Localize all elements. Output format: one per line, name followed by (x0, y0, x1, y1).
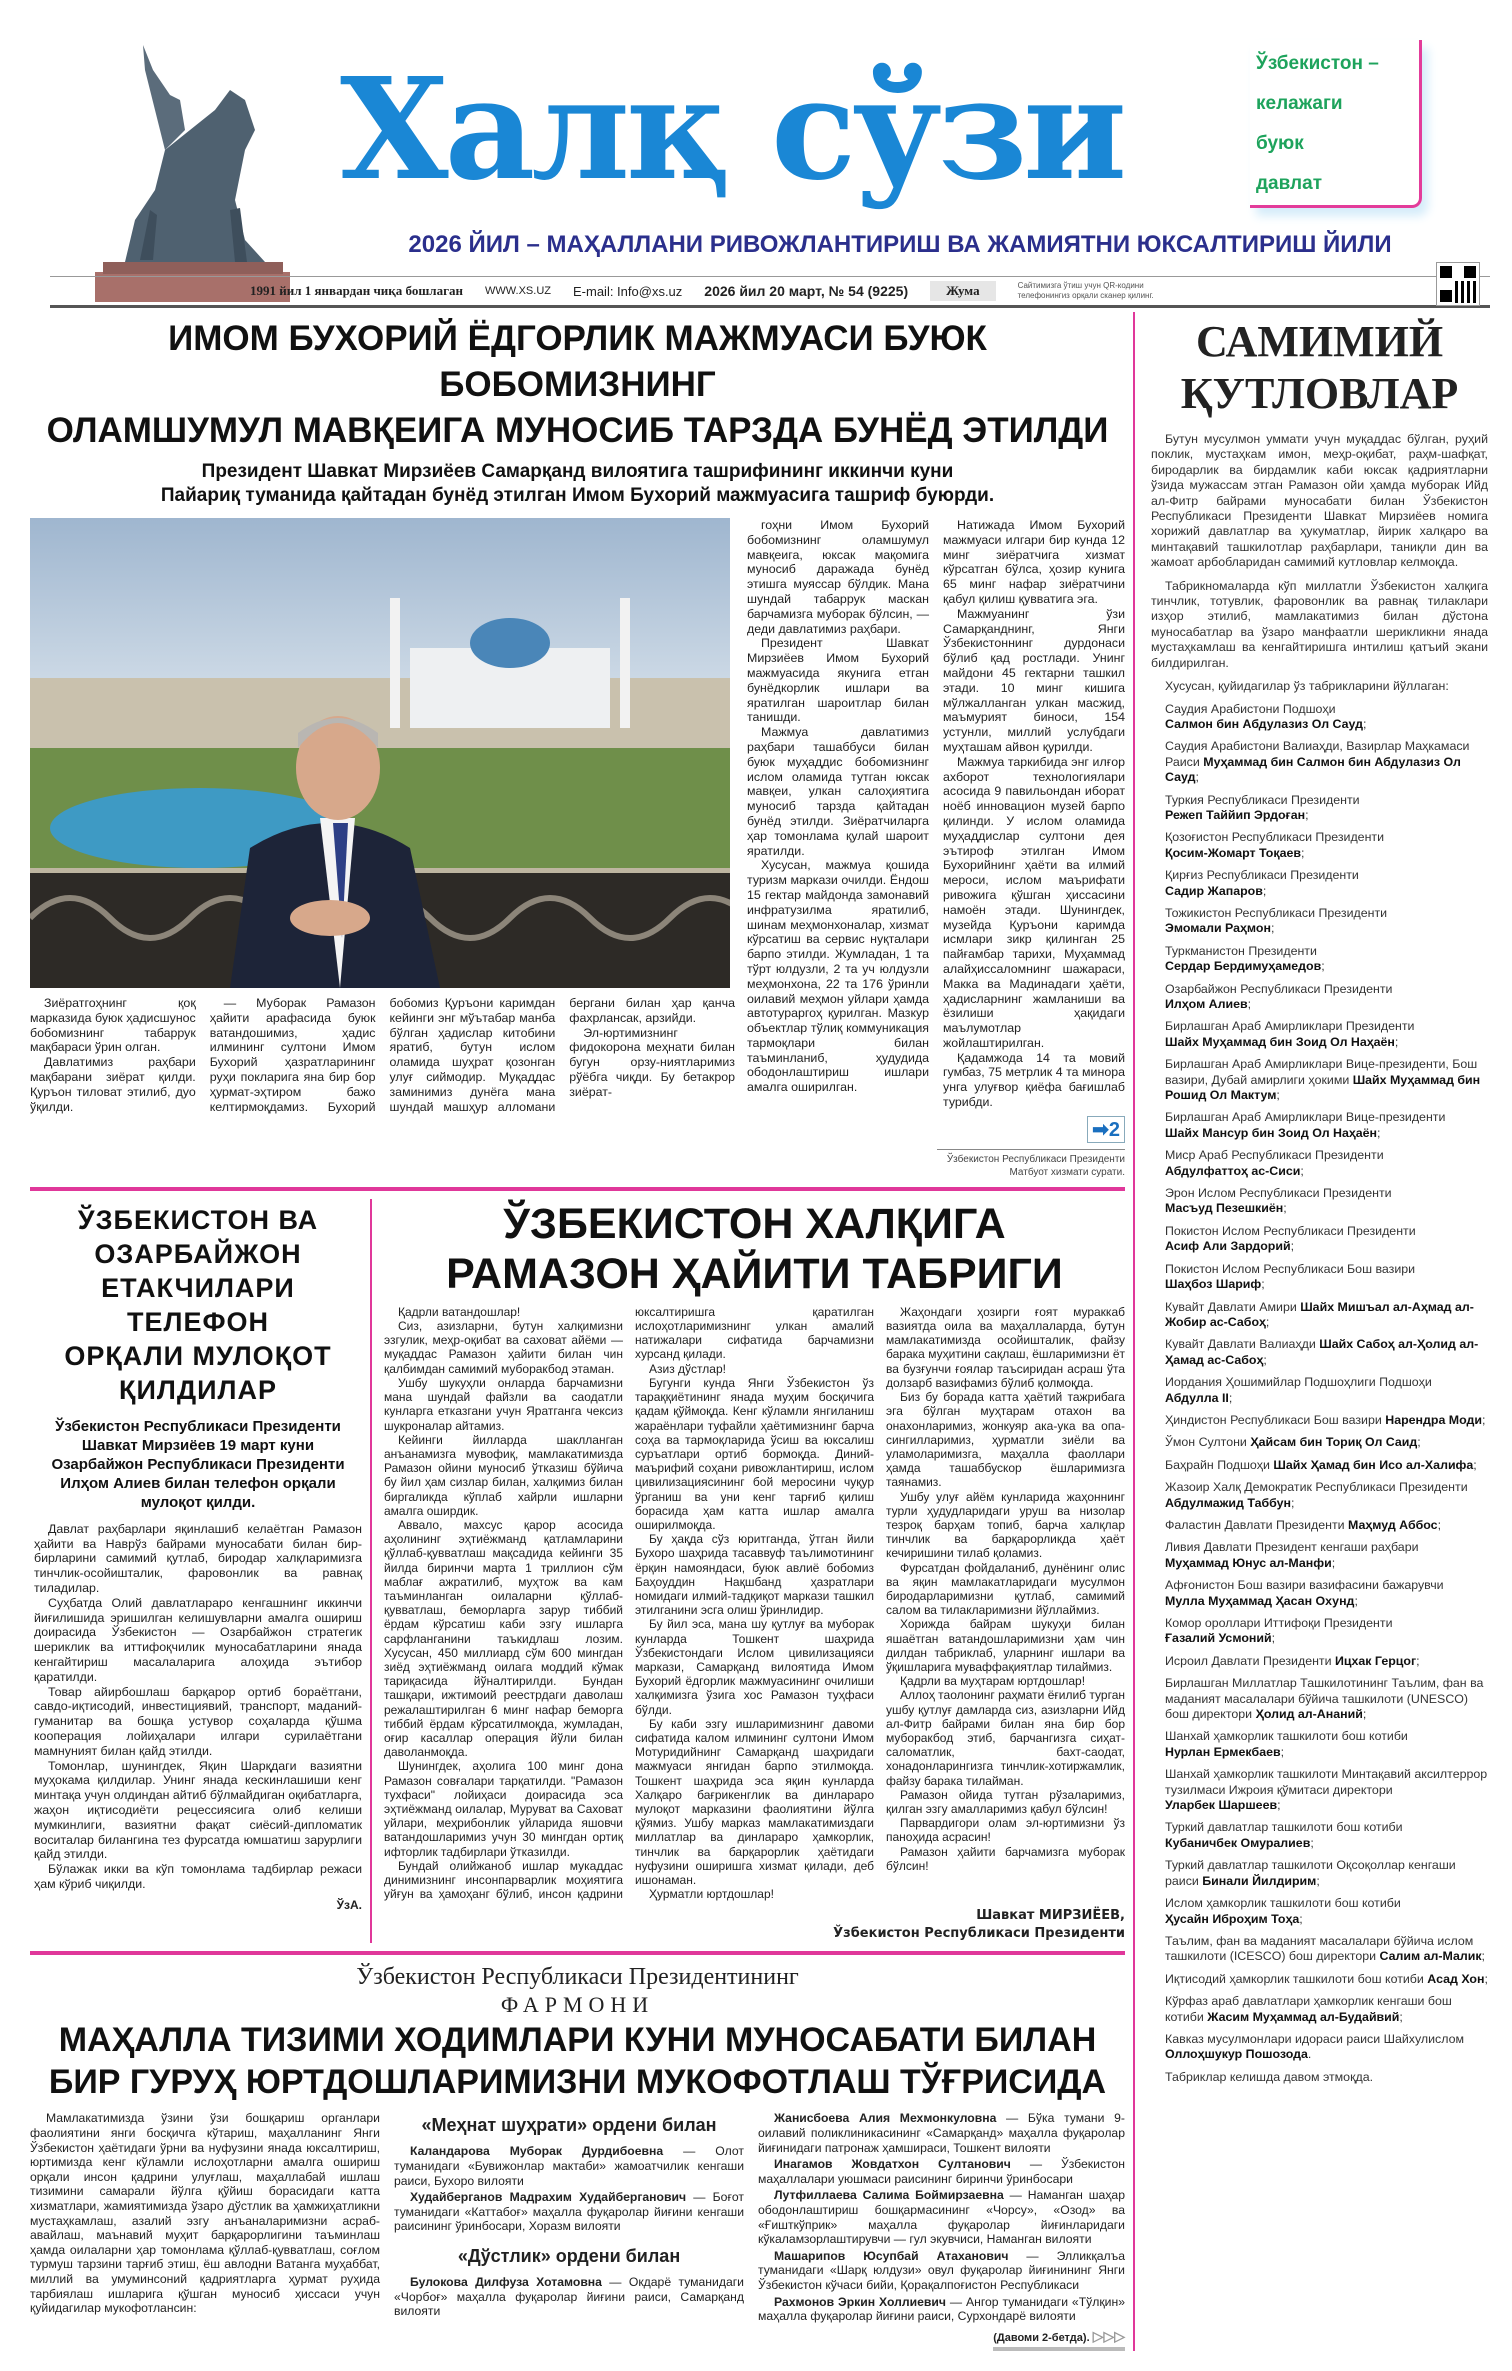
decree-intro: Мамлакатимизда ўзини ўзи бошқариш органлари фаолиятини янги босқичга кўтариш, маҳалланинг Янги Ўзбекистон ҳаётидаги ўрни ва нуфузини янада юксалтириш, юртимизда кенг кўламли ислоҳотларни амалга ошириш орқали инсон қадрини улуғлаш, маҳаллабай ишлаш тизимини самарали йўлга қўйиш борасидаги катта хизматлари, жамиятимизда ўзаро дўстлик ва ҳамжиҳатликни мустаҳкамлаш, азалий эзгу анъаналаримизни асраб-авайлаш, маънавий муҳит барқарорлигини таъминлаш ҳамда оилаларни ҳар томонлама қўллаб-қувватлаш, соғлом турмуш тарзини тарғиб этиш, ёш авлодни Ватанга муҳаббат, миллий ва умуминсоний қадриятларга ҳурмат руҳида тарбиялаш ишларига қўшган муносиб ҳиссаси учун қуйидагилар мукофотлансин: (30, 2111, 380, 2316)
sender-punct: ; (1416, 1653, 1420, 1668)
sender-name: Оллоҳшукур Пошозода (1165, 2047, 1308, 2062)
continued-row (758, 2328, 1125, 2351)
paragraph: Кейинги йилларда шаклланган анъанамизга мувофиқ, мамлакатимизда Рамазон ойини муносиб ўтказиш бўйича бу йил ҳам сизлар билан, халқимиз билан биргаликда кўплаб хайрли ишларни амалга оширдик. (384, 1432, 623, 1518)
sender-name: Шайх Мишъал ал-Аҳмад ал-Жобир ас-Сабоҳ (1165, 1299, 1474, 1329)
sender-title: Саудия Арабистони Валиаҳди, Вазирлар Маҳкамаси Раиси (1165, 739, 1470, 769)
issue-date: 2026 йил 20 март, № 54 (9225) (704, 283, 909, 299)
paragraph: Қадрли ва муҳтарам юртдошлар! (900, 1674, 1086, 1689)
continued-page-number: 2 (1108, 1118, 1120, 1141)
sender-punct: ; (1437, 1517, 1442, 1532)
sender-title: Озарбайжон Республикаси Президенти (1165, 981, 1393, 996)
sender-punct: ; (1277, 1798, 1281, 1813)
lead-side-text (747, 518, 1125, 1110)
paragraph: Мажмуа давлатимиз раҳбари ташаббуси билан буюк муҳаддис бобомизнинг ислом оламида тутган юксак мавқеи, улкан салоҳиятига муносиб тарзда қайтадан бунёд этилди. Зиёратчиларга ҳар томонлама қулай шароит яратилди. (747, 725, 929, 858)
sender-title: Кўрфаз араб давлатлари ҳамкорлик кенгаши бош котиби (1165, 1994, 1452, 2024)
paragraph: гоҳни Имом Бухорий бобомизнинг оламшумул мавқеига, юксак мақомига муносиб даражада бунёд этишга муяссар бўлдик. Мана шундай табаррук маскан барчамизга муборак бўлсин, — деди давлатимиз раҳбари. (747, 518, 929, 636)
ramadan-body (384, 1305, 1125, 1902)
sender-title: Саудия Арабистони Подшоҳи (1165, 701, 1336, 716)
sender-name: Асиф Али Зардорий (1165, 1239, 1291, 1254)
sender-title: Туркий давлатлар ташкилоти бош котиби (1165, 1820, 1403, 1835)
sender-name: Ғазалий Усмоний (1165, 1631, 1272, 1646)
sender-punct: ; (1399, 2009, 1403, 2024)
sender-title: Афғонистон Бош вазири вазифасини бажарувчи (1165, 1578, 1444, 1593)
sender-punct: ; (1316, 1873, 1320, 1888)
decree-kicker: Ўзбекистон Республикаси Президентининг (356, 1964, 799, 1991)
sender-name: Уларбек Шаршеев (1165, 1798, 1278, 1813)
weekday-badge: Жума (930, 281, 995, 301)
decree-orders-col1 (394, 2111, 744, 2320)
sender-punct: ; (1482, 1412, 1486, 1427)
sender-punct: ; (1247, 997, 1252, 1011)
sender-punct: ; (1362, 1707, 1367, 1722)
sender-name: Маҳмуд Аббос (1348, 1517, 1438, 1532)
sender-name: Ицхак Герцог (1334, 1653, 1417, 1668)
awardee-name: Каландарова Муборак Дурдибоевна (410, 2144, 664, 2159)
sender-punct: ; (1321, 959, 1325, 974)
awardee (758, 2111, 1125, 2155)
awardee-desc: — Боғот туманидаги «Каттабоғ» маҳалла фуқаролар йиғини кенгаши раисининг ўринбосари, Хоразм вилояти (394, 2190, 744, 2234)
awardee-desc: — Окдарё туманидаги «Чорбоғ» маҳалла фуқаролар йиғини раиси, Самарқанд вилояти (394, 2274, 744, 2319)
sender-punct: ; (1305, 807, 1309, 822)
sender-entry (1165, 1337, 1488, 1368)
paragraph: Хорижда байрам шукуҳи билан яшаётган ватандошларимизни ҳам чин дилдан табриклаб, уларнинг ишлари ва ўқишларига муваффақиятлар тилаймиз. (886, 1617, 1125, 1674)
awardee-name: Жанисбоева Алия Мехмонкуловна (774, 2111, 997, 2126)
sender-punct: ; (1291, 1495, 1295, 1510)
sender-entry (1165, 1934, 1488, 1965)
sender-entry (1165, 1518, 1488, 1533)
sender-punct: ; (1265, 1314, 1270, 1329)
sender-entry (1165, 1820, 1488, 1851)
sender-punct: ; (1354, 1593, 1358, 1608)
lead-bottom-text (30, 996, 735, 1114)
sender-title: Комор ороллари Иттифоқи Президенти (1165, 1616, 1393, 1630)
sender-punct: ; (1283, 1201, 1287, 1216)
sender-title: Жазоир Халқ Демократик Республикаси Президенти (1165, 1480, 1468, 1495)
decree-headline (30, 2019, 1125, 2103)
awardee-name: Худайберганов Мадрахим Худайберганович (410, 2190, 687, 2205)
arrow-right-icon: ➡ (1092, 1118, 1109, 1141)
sender-name: Шайх Мансур бин Зоид Ол Наҳаён (1165, 1125, 1378, 1140)
decree-type: ФАРМОНИ (500, 1992, 655, 2018)
sender-title: Эрон Ислом Республикаси Президенти (1165, 1186, 1392, 1201)
headline-line: ЎЗБЕКИСТОН ХАЛҚИГА (503, 1199, 1006, 1248)
headline-line: ЎЗБЕКИСТОН ВА (77, 1204, 319, 1235)
sender-title: Ҳиндистон Республикаси Бош вазири (1165, 1412, 1382, 1427)
email-link[interactable]: E-mail: Info@xs.uz (573, 283, 683, 299)
sender-name: Шайх Сабоҳ ал-Ҳолид ал-Ҳамад ас-Сабоҳ (1165, 1337, 1479, 1367)
sender-entry (1165, 830, 1488, 861)
sender-title: Шанхай ҳамкорлик ташкилоти Минтақавий аксилтеррор тузилмаси Ижроия қўмитаси директори (1165, 1767, 1488, 1797)
sender-entry (1165, 1616, 1488, 1647)
middle-row (30, 1199, 1125, 1944)
headline-line: МАҲАЛЛА ТИЗИМИ ХОДИМЛАРИ КУНИ МУНОСАБАТИ БИЛАН (58, 2021, 1097, 2060)
awardee (758, 2157, 1125, 2186)
founded-text: 1991 йил 1 январдан чиқа бошлаган (250, 283, 463, 298)
sender-name: Кубаничбек Омуралиев (1165, 1835, 1311, 1850)
awardee-name: Лутфиллаева Салима Боймирзаевна (774, 2188, 1004, 2203)
sender-title: Кувайт Давлати Валиаҳди (1165, 1337, 1316, 1352)
awardee-name: Инагамов Жовдатхон Султанович (774, 2157, 1011, 2172)
sender-entry (1165, 906, 1488, 937)
qr-note: Сайтимизга ўтиш учун QR-кодини телефонингиз орқали сканер қилинг. (1017, 281, 1154, 300)
sender-title: Покистон Ислом Республикаси Бош вазири (1165, 1261, 1416, 1276)
sender-title: Қозоғистон Республикаси Президенти (1165, 830, 1385, 845)
lead-subhead-line: Президент Шавкат Мирзиёев Самарқанд вилоятига ташрифининг иккинчи куни (201, 461, 954, 482)
paragraph: Аввало, махсус қарор асосида аҳолининг эҳтиёжманд қатламларини қўллаб-қувватлаш мақсадида кейинги 35 йилда биринчи марта 1 триллион сўм маблағ ажратилиб, муҳтож ва кам таъминланган оилаларни қўллаб-қувватлаш, беморларга зарур тиббий ёрдам кўрсатиш каби эзгу ишларга сарфланганини таъкидлаш лозим. Хусусан, 450 миллиард сўм 600 мингдан зиёд эҳтиёжманд оилага моддий кўмак тариқасида йўналтирилди. Бундан ташқари, ижтимоий реестрдаги даволаш режалаштирилган 6 минг нафар беморга тиббий ёрдам кўрсатилмоқда, жумладан, оғир касаллар операция йўли билан даволанмоқда. (384, 1517, 623, 1760)
signature-name: Шавкат МИРЗИЁЕВ, (976, 1908, 1125, 1924)
sender-title: Ўмон Султони (1165, 1435, 1247, 1450)
sender-punct: ; (1261, 1277, 1265, 1292)
sender-name: Садир Жапаров (1165, 883, 1263, 898)
azerbaijan-body (34, 1522, 362, 1892)
greetings-headline (1151, 316, 1488, 420)
lead-body (30, 518, 1125, 1179)
sender-entry (1165, 1654, 1488, 1669)
sender-punct: ; (1394, 1034, 1399, 1049)
sender-punct: . (1307, 2047, 1312, 2062)
section-divider (30, 1187, 1125, 1191)
sender-entry (1165, 1896, 1488, 1927)
decree-body (30, 2111, 1125, 2350)
order-title: «Дўстлик» ордени билан (457, 2245, 681, 2266)
lead-left (30, 518, 735, 1114)
sender-entry (1165, 1375, 1488, 1406)
sender-entry (1165, 1300, 1488, 1331)
intro-paragraph: Табрикномаларда кўп миллатли Ўзбекистон халқига тинчлик, тотувлик, фаровонлик ва равнақ тилаклари изҳор этилиб, мамлакатимиз билан дўстона муносабатлар ва ўзаро манфаатли шерикликни янада мустаҳкамлаш ва кенгайтиришга интилиш қатъий экани билдирилган. (1151, 578, 1488, 670)
sender-title: Бирлашган Араб Амирликлари Вице-президенти, Бош вазири, Дубай амирлиги ҳокими (1165, 1057, 1478, 1087)
sender-entry (1165, 1480, 1488, 1511)
statue-illustration (95, 40, 295, 302)
awardee-name: Рахмонов Эркин Холлиевич (774, 2294, 946, 2309)
paragraph: Суҳбатда Олий давлатлараро кенгашнинг иккинчи йиғилишида эришилган келишувларни амалга ошириш доирасида Ўзбекистон — Озарбайжон стратегик шериклик ва иттифоқчилик муносабатларини янада кенгайтириш масалаларига алоҳида эътибор қаратилди. (34, 1595, 362, 1684)
year-banner: 2026 ЙИЛ – МАҲАЛЛАНИ РИВОЖЛАНТИРИШ ВА ЖАМИЯТНИ ЮКСАЛТИРИШ ЙИЛИ (408, 231, 1392, 258)
sender-punct: ; (1300, 845, 1305, 860)
signature-title: Ўзбекистон Республикаси Президенти (833, 1926, 1125, 1942)
sender-punct: ; (1300, 1163, 1304, 1178)
sender-name: Абдулмажид Таббун (1165, 1495, 1292, 1510)
sender-name: Абдулла II (1165, 1390, 1229, 1405)
decree-orders-col2 (758, 2111, 1125, 2350)
sender-entry (1165, 1994, 1488, 2025)
sender-title: Миср Араб Республикаси Президенти (1165, 1148, 1384, 1163)
paragraph: Хусусан, мажмуа қошида туризм маркази очилди. Ёндош 15 гектар майдонда замонавий инфратузилма яратилиб, шинам меҳмонхоналар, хизмат кўрсатиш ва сервис нуқталари барпо этилди. Жумладан, 1 та тўрт юлдузли, 2 та уч юлдузли меҳмонхона, 22 та 176 ўринли оилавий меҳмон уйлари ҳамда автотураргоҳ қурилган. Мазкур объектлар тўлиқ коммуникация тармоқлари билан таъминланиб, ҳудудида ободонлаштириш ишлари амалга оширилган. (747, 858, 929, 1095)
sender-punct: ; (1362, 716, 1367, 731)
masthead (0, 0, 1512, 312)
sender-name: Қосим-Жомарт Тоқаев (1165, 845, 1301, 860)
sender-entry (1165, 1224, 1488, 1255)
paragraph: Қадамжода 14 та мовий гумбаз, 75 метрлик 4 та минора унга улуғвор қиёфа бағишлаб турибди. (943, 1050, 1125, 1110)
headline-line: ОРҚАЛИ МУЛОҚОТ (64, 1340, 332, 1371)
sender-name: Шайх Ҳамад бин Исо ал-Халифа (1273, 1457, 1474, 1472)
paragraph: Шунингдек, аҳолига 100 минг дона Рамазон совғалари тарқатилди. "Рамазон тухфаси" лойиҳаси доирасида эса эҳтиёжманд оилалар, Муруват ва Саховат уйлари, меҳрибонлик уйларида яшовчи ватандошларимиз учун 30 мингдан ортиқ ифторлик тадбирлари ўтказилди. (384, 1759, 623, 1859)
slogan-line: буюк (1256, 133, 1304, 154)
continued-page-link[interactable] (1087, 1116, 1125, 1143)
paragraph: Рамазон ҳайити барчамизга муборак бўлсин! (886, 1844, 1125, 1873)
azerbaijan-subhead: Ўзбекистон Республикаси Президенти Шавкат Мирзиёев 19 март куни Озарбайжон Республикаси Президенти Илҳом Алиев билан телефон орқали мулоқот қилди. (51, 1417, 345, 1511)
paragraph: Бугунги кунда Янги Ўзбекистон ўз тараққиётининг янада муҳим босқичига қадам қўймоқда. Кенг кўламли янгиланиш жараёнлари туфайли ҳаётимизнинг барча соҳа ва тармоқларида ўсиш ва юксалиш суръатлари ортиб бормоқда. Диний-маърифий соҳани ривожлантириш, ислом цивилизациясининг бой меросини чуқур ўрганиш ва уни кенг тарғиб қилиш борасида ҳам катта ишлар амалга оширилмоқда. (635, 1375, 874, 1532)
sender-title: Шанхай ҳамкорлик ташкилоти бош котиби (1165, 1729, 1408, 1744)
sender-entry (1165, 1767, 1488, 1813)
paragraph: Бу каби эзгу ишларимизнинг давоми сифатида калом илмининг султони Имом Мотуридийнинг Самарқанд шаҳридаги мажмуаси янгидан барпо этилмоқда. Тошкент шаҳрида эса яқин кунларда Халқаро бағрикенглик ва динлараро мулоқот марказини фаолиятини йўлга қўямиз. Ушбу марказ мамлакатимиздаги миллатлар ва динлараро ҳамкорлик, тинчлик ва барқарорлик ҳаётидаги нуфузини оширишга хизмат қилади, деб ишонаман. (635, 1716, 874, 1887)
sender-entry (1165, 1972, 1488, 1987)
paragraph: Бўлажак икки ва кўп томонлама тадбирлар режаси ҳам кўриб чиқилди. (34, 1862, 362, 1891)
ramadan-article (372, 1199, 1125, 1944)
sender-punct: ; (1280, 1744, 1285, 1759)
sender-entry (1165, 1110, 1488, 1141)
awardee-desc: — Ўзбекистон маҳаллалари уюшмаси раисининг биринчи ўринбосари (758, 2157, 1125, 2186)
sender-entry (1165, 2032, 1488, 2063)
sender-punct: ; (1228, 1390, 1233, 1405)
page-body (0, 312, 1512, 2371)
sender-entry (1165, 1186, 1488, 1217)
closing-text: Табриклар келишда давом этмоқда. (1165, 2069, 1374, 2084)
paragraph: Аллоҳ таолонинг раҳмати ёғилиб турган ушбу қутлуғ дамларда сиз, азизларни Ийд ал-Фитр байрами билан яна бир бор муборакбод этиб, барчангизга сиҳат-саломатлик, бахт-саодат, хонадонларингизга тинчлик-хотиржамлик, файзу барака тилайман. (886, 1688, 1125, 1788)
sender-punct: ; (1195, 770, 1199, 785)
greetings-sidebar (1133, 312, 1488, 2351)
sender-punct: ; (1263, 1352, 1267, 1367)
sender-name: Шайх Муҳаммад бин Зоид Ол Наҳаён (1165, 1034, 1395, 1049)
sender-name: Ҳолид ал-Ананий (1255, 1707, 1363, 1722)
sender-name: Нарендра Моди (1385, 1412, 1483, 1427)
order-title: «Меҳнат шуҳрати» ордени билан (421, 2115, 717, 2136)
lead-subhead (30, 460, 1125, 508)
sender-entry (1165, 868, 1488, 899)
paragraph: Товар айирбошлаш барқарор ортиб бораётгани, савдо-иқтисодий, инвестициявий, транспорт, маданий-гуманитар ва бошқа устувор соҳаларда қўшма кооперация лойиҳалари илгари сурилаётгани мамнуният билан қайд этилди. (34, 1684, 362, 1758)
sender-punct: ; (1276, 1088, 1280, 1103)
list-intro: Хусусан, қуйидагилар ўз табрикларини йўллаган: (1165, 679, 1449, 694)
awardee-desc: — Ангор туманидаги «Тўлқин» маҳалла фуқаролар йиғини раиси, Сурхондарё вилояти (758, 2294, 1125, 2324)
paragraph: Фурсатдан фойдаланиб, дунёнинг олис ва яқин мамлакатларидаги мусулмон биродарларимизни қутлаб, самимий салом ва тилакларимизни йўллаймиз. (886, 1560, 1125, 1618)
paragraph: Ҳурматли юртдошлар! (649, 1887, 774, 1902)
paragraph: Биз бу борада катта ҳаётий тажрибага эга бўлган муҳтарам отахон ва онахонларимиз, жонкуяр ака-ука ва опа-сингилларимиз, ҳурматли зиёли ва уламоларимизга, маҳалла фаоллари ҳамда ташаббускор ёшларимизга таянамиз. (886, 1390, 1125, 1490)
awardee (394, 2190, 744, 2234)
continued-text: (Давоми 2-бетда). (993, 2331, 1090, 2344)
website-link[interactable]: WWW.XS.UZ (485, 285, 551, 297)
sender-entry (1165, 1676, 1488, 1722)
sender-title: Қирғиз Республикаси Президенти (1165, 868, 1359, 883)
photo-credit: Ўзбекистон Республикаси Президенти Матбуот хизмати сурати. (937, 1149, 1125, 1179)
paragraph: Мажмуанинг ўзи Самарқанднинг, Янги Ўзбекистоннинг дурдонаси бўлиб қад ростлади. Унинг майдони 45 гектарни ташкил этади. 10 минг кишига мўлжалланган улкан масжид, маъмурият биноси, 154 устунли, миллий услубдаги муҳташам айвон қурилди. (943, 606, 1125, 754)
paragraph: Эл-юртимизнинг фидокорона меҳнати билан бугун орзу-ниятларимиз рўёбга чиқди. Бу бетакрор зиёрат- (569, 1025, 735, 1099)
sender-entry (1165, 1858, 1488, 1889)
sender-entry (1165, 1540, 1488, 1571)
sender-title: Туркий давлатлар ташкилоти Оқсоқоллар кенгаши раиси (1165, 1858, 1456, 1888)
slogan-box (1250, 40, 1422, 208)
sender-punct: ; (1484, 1971, 1488, 1986)
sender-entry (1165, 739, 1488, 785)
paragraph: Бу ҳақда сўз юритганда, ўтган йили Бухоро шаҳрида тасаввуф таълимотининг ёрқин намояндаси, буюк авлиё бобомиз Баҳоуддин Нақшбанд ҳазратлари номидаги илмий-тадқиқот маркази ташкил этилганини эсга олиш ўринлидир. (635, 1532, 874, 1618)
awardee-desc: — Наманган шаҳар ободонлаштириш бошқармасининг «Чорсу», «Озод» ва «Ғишткўприк» маҳалла фуқаролар йиғинларидаги кўкаламзорлаштирувчи — гул экувчиси, Наманган вилояти (758, 2188, 1125, 2247)
lead-photo (30, 518, 730, 988)
sender-title: Таълим, фан ва маданият масалалари бўйича ислом ташкилоти (ICESCO) бош директори (1165, 1933, 1474, 1964)
awardee-desc: — Бўка тумани 9-оилавий поликлиникасининг «Самарқанд» маҳалла фуқаролар йиғинидаги патронаж ҳамшираси, Тошкент вилояти (758, 2111, 1125, 2155)
sender-name: Шаҳбоз Шариф (1165, 1277, 1262, 1292)
sender-name: Сердар Бердимуҳамедов (1165, 959, 1322, 974)
sender-name: Бинали Йилдирим (1202, 1873, 1317, 1888)
paragraph: Президент Шавкат Мирзиёев Имом Бухорий мажмуасида якунига етган бунёдкорлик ишлари ва яратилган шароитлар билан танишди. (747, 636, 929, 725)
qr-code-icon[interactable] (1436, 262, 1480, 306)
paragraph: Бундай олийжаноб ишлар мукаддас динимизнинг инсонпарварлик моҳиятига уйғун ва ҳамоҳанг бўлиб, инсон қадрини юксалтиришга қаратилган ислоҳотларимизнинг улкан амалий натижалари сифатида барчамизни хурсанд қилади. (384, 1304, 874, 1902)
paragraph: Мажмуа таркибида энг илғор ахборот технологиялари асосида 9 павильондан иборат ноёб инновацион музей барпо қилинди. У ислом оламида муҳаддислар султони дея эътироф этилган Имом Бухорийнинг ҳаёти ва илмий мероси, ислом маърифати ривожига қўшган ҳиссасини намоён этади. Шунингдек, музейда Қуръони каримда исмлари зикр қилинган 25 пайғамбар тарихи, Муҳаммад алайҳиссаломнинг шажараси, Макка ва Мадинадаги ҳаёти, ҳадисларнинг жамланиши ва ёзилиши ҳақидаги маълумотлар жойлаштирилган. (943, 754, 1125, 1050)
sender-name: Муҳаммад Юнус ал-Манфи (1165, 1555, 1332, 1570)
paragraph: Томонлар, шунингдек, Яқин Шарқдаги вазиятни муҳокама қилдилар. Унинг янада кескинлашиши кенг минтақа учун олдиндан айтиб бўлмайдиган оқибатларга, жаҳон иқтисодиёти рецессиясига олиб келиши мумкинлиги, вазиятни фақат сиёсий-дипломатик воситалар билангина тез фурсатда юмшатиш зарурлиги қайд этилди. (34, 1758, 362, 1862)
sender-title: Бирлашган Араб Амирликлари Вице-президенти (1165, 1110, 1446, 1125)
sender-name: Салмон бин Абдулазиз Ол Сауд (1165, 716, 1363, 731)
sender-title: Кувайт Давлати Амири (1165, 1299, 1297, 1314)
awardee (394, 2144, 744, 2188)
sender-entry (1165, 1458, 1488, 1473)
sender-title: Ислом ҳамкорлик ташкилоти бош котиби (1165, 1896, 1401, 1911)
paragraph: Бу йил эса, мана шу қутлуғ ва муборак кунларда Тошкент шаҳрида Ўзбекистондаги Ислом цивилизацияси маркази, Самарқанд вилоятида Имом Бухорий ёдгорлик мажмуасининг очилиши халқимизга ўзига хос Рамазон туҳфаси бўлди. (635, 1617, 874, 1717)
sender-title: Ливия Давлати Президент кенгаши раҳбари (1165, 1540, 1419, 1555)
sender-title: Покистон Ислом Республикаси Президенти (1165, 1223, 1416, 1238)
paragraph: Давлат раҳбарлари яқинлашиб келаётган Рамазон ҳайити ва Наврўз байрами муносабати билан бир-бирларини самимий қутлаб, биродар халқларимизга тинчлик-осойишталик, фаровонлик ва равнақ тиладилар. (34, 1521, 362, 1596)
sender-entry (1165, 702, 1488, 733)
sender-name: Мулла Муҳаммад Ҳасан Охунд (1165, 1593, 1355, 1608)
sender-name: Асад Хон (1427, 1971, 1485, 1986)
headline-line: ЕТАКЧИЛАРИ ТЕЛЕФОН (101, 1272, 295, 1337)
headline-line: ОЗАРБАЙЖОН (94, 1238, 302, 1269)
paragraph: Рамазон ойида тутган рўзаларимиз, қилган эзгу амалларимиз қабул бўлсин! (886, 1787, 1125, 1816)
sender-entry (1165, 1578, 1488, 1609)
sender-name: Ҳайсам бин Ториқ Ол Саид (1250, 1435, 1418, 1450)
sender-title: Туркманистон Президенти (1165, 943, 1317, 958)
paragraph: Натижада Имом Бухорий мажмуаси илгари бир кунда 12 минг зиёратчига хизмат кўрсатган бўлса, ҳозир кунига 65 минг нафар зиёратчини қабул қилиш қувватига эга. (943, 518, 1125, 606)
paragraph: Қадрли ватандошлар! (398, 1304, 521, 1319)
awardee (758, 2188, 1125, 2246)
sender-name: Муҳаммад бин Салмон бин Абдулазиз Ол Сауд (1165, 754, 1461, 785)
sender-title: Иордания Ҳошимийлар Подшоҳлиги Подшоҳи (1165, 1375, 1432, 1390)
slogan-line: келажаги (1256, 93, 1343, 114)
continued-row (747, 1116, 1125, 1143)
awardee (394, 2275, 744, 2319)
lead-headline-line: ИМОМ БУХОРИЙ ЁДГОРЛИК МАЖМУАСИ БУЮК БОБОМИЗНИНГ (168, 319, 987, 404)
azerbaijan-headline (34, 1203, 362, 1407)
sender-title: Тожикистон Республикаси Президенти (1165, 905, 1388, 920)
sender-name: Эмомали Раҳмон (1165, 921, 1271, 936)
sender-punct: ; (1331, 1555, 1336, 1570)
awardee (758, 2295, 1125, 2324)
sender-name: Ҳусайн Иброҳим Тоҳа (1165, 1911, 1300, 1926)
sender-title: Иқтисодий ҳамкорлик ташкилоти бош котиби (1165, 1971, 1424, 1986)
paragraph: Парвардигори олам эл-юртимизни ўз паноҳида асрасин! (886, 1816, 1125, 1845)
continued-link[interactable] (993, 2328, 1125, 2351)
sender-name: Шайх Муҳаммад бин Рошид Ол Мактум (1165, 1072, 1481, 1103)
sender-entry (1165, 1262, 1488, 1293)
headline-line: БИР ГУРУҲ ЮРТДОШЛАРИМИЗНИ МУКОФОТЛАШ ТЎҒРИСИДА (48, 2063, 1107, 2102)
headline-line: ҚУТЛОВЛАР (1180, 369, 1459, 418)
lead-subhead-line: Пайариқ туманида қайтадан бунёд этилган Имом Бухорий мажмуасига ташриф буюрди. (160, 485, 995, 506)
awardee-name: Машарипов Юсупбай Атаханович (774, 2248, 1009, 2263)
sender-entry (1165, 944, 1488, 975)
sender-punct: ; (1262, 883, 1267, 898)
sender-title: Кавказ мусулмонлари идораси раиси Шайхулислом (1165, 2031, 1465, 2046)
sender-title: Фаластин Давлати Президенти (1165, 1517, 1345, 1532)
awardee-desc: — Элликқалъа туманидаги «Шарқ юлдузи» овул фуқаролар йиғинининг Янги Ўзбекистон кўчаси бийи, Қорақалпоғистон Республикаси (758, 2248, 1125, 2292)
ramadan-headline (384, 1199, 1125, 1299)
lead-right (747, 518, 1125, 1179)
issue-info-bar (50, 276, 1490, 308)
lead-headline-line: ОЛАМШУМУЛ МАВҚЕИГА МУНОСИБ ТАРЗДА БУНЁД ЭТИЛДИ (46, 411, 1109, 450)
paragraph: — Муборак Рамазон ҳайити арафасида буюк ватандошимиз, ҳадис илмининг султони Имом Бухорий ҳазратларининг руҳи покларига яна бир бор ҳурмат-эҳтиром бажо келтирмоқдамиз. Бухорий бобомиз Қуръони каримдан кейинги энг мўътабар манба бўлган ҳадислар китобини яратиб, бутун ислом оламида шуҳрат қозонган улуғ сиймодир. Муқаддас заминимиз дунёга мана шундай машҳур алломани бергани билан ҳар қанча фахрлансак, арзийди. (209, 996, 735, 1114)
lead-headline (30, 316, 1125, 454)
paragraph: Зиёратгоҳнинг қоқ марказида буюк ҳадисшунос бобомизнинг табаррук мақбараси ўрин олган. (30, 996, 196, 1055)
sender-entry (1165, 1413, 1488, 1428)
paragraph: Азиз дўстлар! (649, 1361, 726, 1376)
paragraph: Жаҳондаги ҳозирги ғоят мураккаб вазиятда оила ва маҳаллаларда, бутун мамлакатимизда осойишталик, файзу барака муҳитини сақлаш, ёшларимизни ёт ва бузғунчи ғоялар таъсиридан асраш ўта долзарб вазифамиз бўлиб қолмоқда. (886, 1304, 1125, 1390)
headline-line: САМИМИЙ (1195, 317, 1444, 366)
awardee-name: Булокова Дилфуза Хотамовна (410, 2274, 602, 2289)
sender-title: Бирлашган Араб Амирликлари Президенти (1165, 1019, 1415, 1034)
sender-name: Салим ал-Малик (1379, 1949, 1482, 1964)
azerbaijan-article (30, 1199, 370, 1944)
awardee (758, 2249, 1125, 2293)
newspaper-logo: Халқ сўзи (340, 48, 1124, 212)
sender-punct: ; (1481, 1949, 1485, 1964)
sender-title: Баҳрайн Подшоҳи (1165, 1457, 1270, 1472)
main-column (30, 312, 1125, 2351)
sender-title: Туркия Республикаси Президенти (1165, 792, 1360, 807)
sender-title: Исроил Давлати Президенти (1165, 1653, 1332, 1668)
sender-punct: ; (1271, 921, 1275, 936)
sender-punct: ; (1310, 1835, 1314, 1850)
slogan-line: давлат (1256, 173, 1322, 194)
sender-entry (1165, 793, 1488, 824)
chevrons-right-icon: ▷▷▷ (1092, 2327, 1125, 2344)
source-credit: ЎзА. (336, 1897, 362, 1912)
sender-title: Бирлашган Миллатлар Ташкилотининг Таълим, фан ва маданият масалалари бўйича ташкилоти (UNESCO) бош директори (1165, 1676, 1484, 1722)
awardee-desc: — Олот туманидаги «Бувижонлар мактаби» жамоатчилик кенгаши раиси, Бухоро вилояти (394, 2144, 744, 2188)
paragraph: Сиз, азизларни, бутун халқимизни эзгулик, меҳр-оқибат ва саховат айёми — муқаддас Рамазон ҳайити билан чин қалбимдан самимий муборакбод этаман. (384, 1319, 623, 1376)
sender-entry (1165, 1435, 1488, 1450)
sender-name: Нурлан Ермекбаев (1165, 1744, 1281, 1759)
paragraph: Давлатимиз раҳбари мақбарани зиёрат қилди. Қуръон тиловат этилиб, дуо ўқилди. (30, 1055, 196, 1114)
sender-entry (1165, 1057, 1488, 1103)
sender-entry (1165, 1729, 1488, 1760)
senders-list (1151, 702, 1488, 2063)
sender-name: Жасим Муҳаммад ал-Будайвий (1207, 2009, 1400, 2024)
sender-entry (1165, 982, 1488, 1013)
paragraph: Ушбу шукуҳли онларда барчамизни мана шундай файзли ва саодатли кунларга етказгани учун Яратганга чексиз шукроналар айтамиз. (384, 1375, 623, 1433)
sender-name: Илҳом Алиев (1165, 997, 1248, 1011)
sender-name: Масъуд Пезешкиён (1165, 1201, 1284, 1216)
sender-punct: ; (1417, 1435, 1421, 1450)
ramadan-signature (384, 1907, 1125, 1943)
sender-punct: ; (1473, 1457, 1477, 1472)
headline-line: ҚИЛДИЛАР (119, 1374, 277, 1405)
section-divider (30, 1951, 1125, 1955)
sender-entry (1165, 1019, 1488, 1050)
paragraph: Ушбу улуғ айём кунларида жаҳоннинг турли ҳудудларидаги уруш ва низолар тезроқ барҳам топиб, барча халқлар тинчлик ва барқарорликда ҳаёт кечиришини тилаб қоламиз. (886, 1489, 1125, 1561)
sender-punct: ; (1290, 1239, 1295, 1254)
sender-punct: ; (1377, 1125, 1381, 1140)
sender-name: Абдулфаттоҳ ас-Сиси (1165, 1163, 1301, 1178)
slogan-line: Ўзбекистон – (1256, 53, 1379, 74)
sender-entry (1165, 1148, 1488, 1179)
intro-paragraph: Бутун мусулмон уммати учун муқаддас бўлган, руҳий поклик, мустаҳкам имон, меҳр-оқибат, раҳм-шафқат, биродарлик ва бирдамлик каби юксак қадриятларни ўзида мужассам этган Рамазон ойи ҳамда муборак Ийд ал-Фитр байрами муносабати билан Ўзбекистон Республикаси Президенти Шавкат Мирзиёев номига хорижий давлатлар ва ҳукуматлар, йирик халқаро ва минтақавий ташкилотлар раҳбарлари, таниқли дин ва жамоат арбобларидан самимий кутловлар келмоқда. (1151, 432, 1488, 570)
sender-punct: ; (1299, 1911, 1303, 1926)
sender-name: Режеп Таййип Эрдоған (1165, 807, 1306, 822)
headline-line: РАМАЗОН ҲАЙИТИ ТАБРИГИ (446, 1249, 1063, 1298)
sender-punct: ; (1271, 1631, 1276, 1646)
